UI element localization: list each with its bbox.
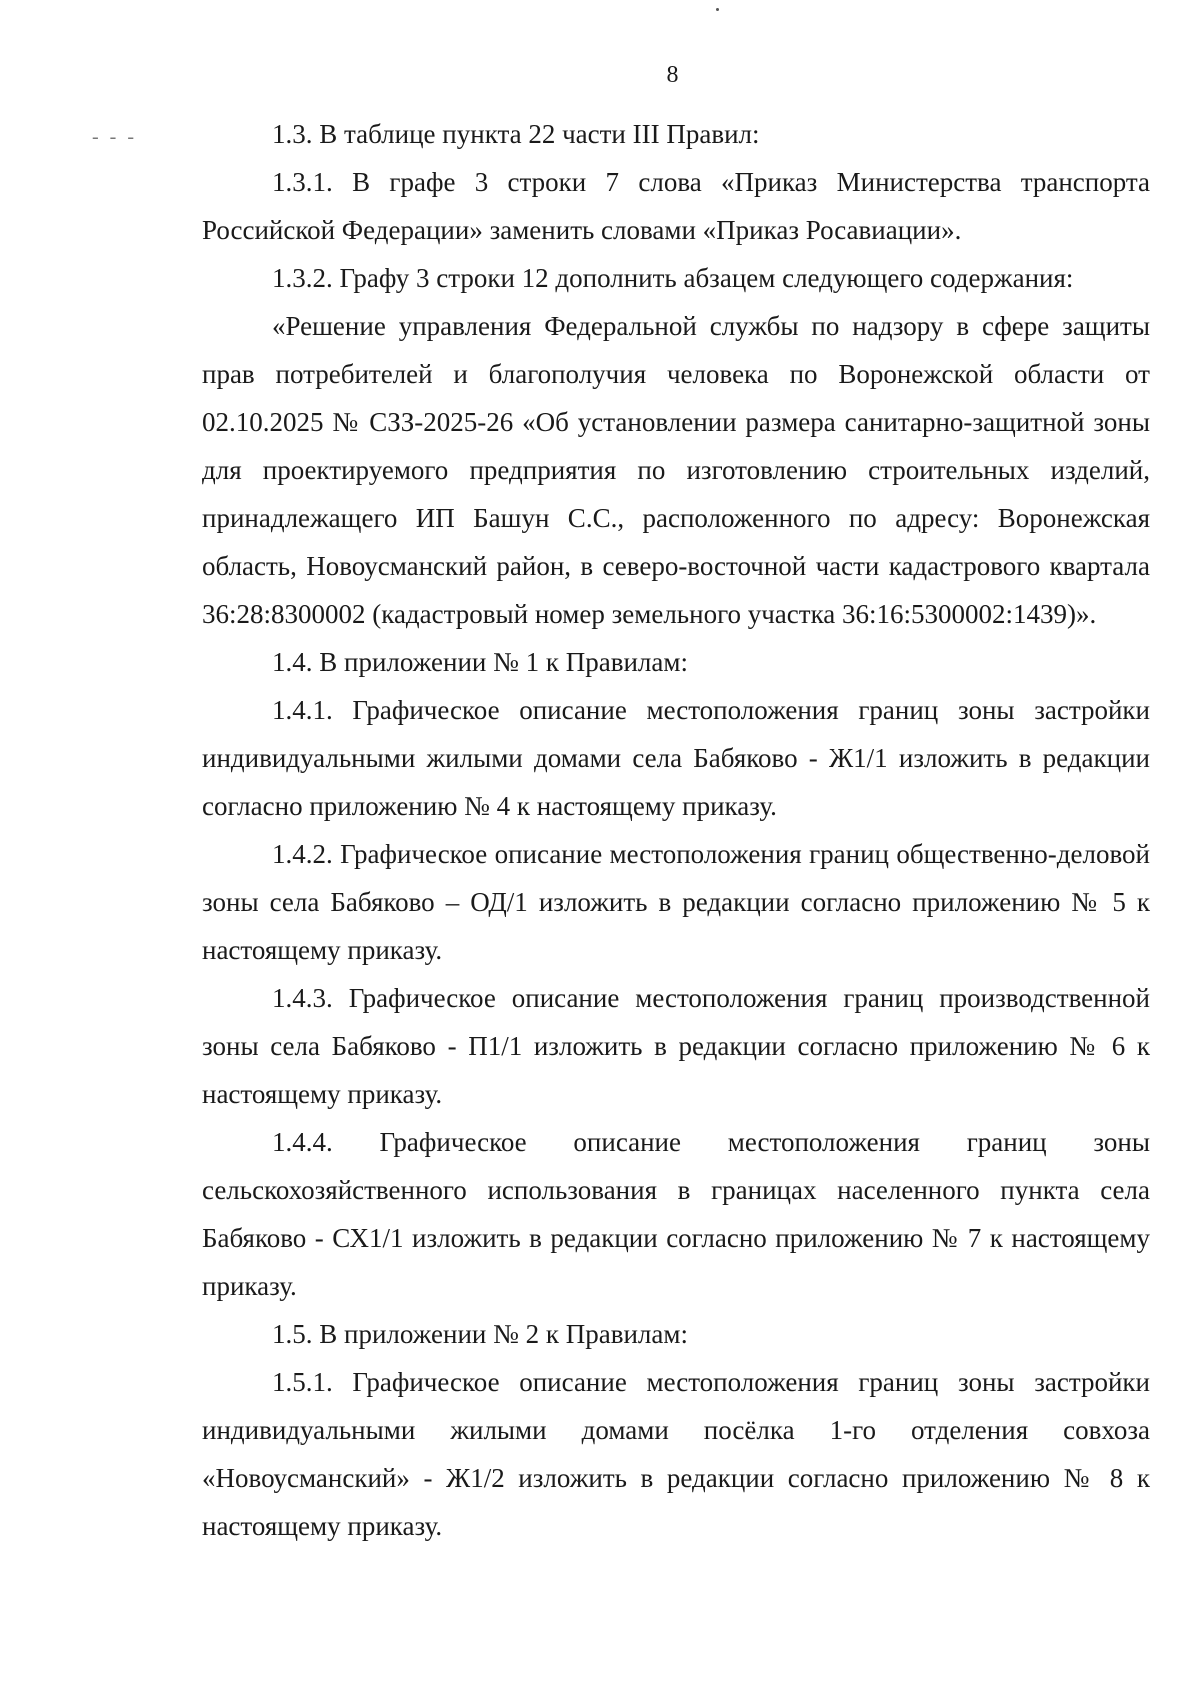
paragraph-1-5-1: 1.5.1. Графическое описание местоположения границ зоны застройки индивидуальными жилыми домами посёлка 1-го отделения совхоза «Новоусманский» - Ж1/2 изложить в редакции согласно приложению № 8 к настоящему приказу. <box>202 1367 1150 1541</box>
paragraph-1-4-1: 1.4.1. Графическое описание местоположения границ зоны застройки индивидуальными жилыми домами села Бабяково - Ж1/1 изложить в редакции согласно приложению № 4 к настоящему приказу. <box>202 695 1150 821</box>
page-number: 8 <box>666 62 679 88</box>
document-body <box>202 110 1150 1550</box>
quoted-decision: «Решение управления Федеральной службы по надзору в сфере защиты прав потребителей и благополучия человека по Воронежской области от 02.10.2025 № СЗЗ-2025-26 «Об установлении размера санитарно-защитной зоны для проектируемого предприятия по изготовлению строительных изделий, принадлежащего ИП Башун С.С., расположенного по адресу: Воронежская область, Новоусманский район, в северо-восточной части кадастрового квартала 36:28:8300002 (кадастровый номер земельного участка 36:16:5300002:1439)». <box>202 311 1150 629</box>
paragraph-1-3: 1.3. В таблице пункта 22 части III Правил: <box>272 119 760 149</box>
paragraph-1-4: 1.4. В приложении № 1 к Правилам: <box>272 647 688 677</box>
scan-speck <box>716 8 719 11</box>
paragraph-1-4-3: 1.4.3. Графическое описание местоположения границ производственной зоны села Бабяково - П1/1 изложить в редакции согласно приложению № 6 к настоящему приказу. <box>202 983 1150 1109</box>
paragraph-1-4-4: 1.4.4. Графическое описание местоположения границ зоны сельскохозяйственного использования в границах населенного пункта села Бабяково - СХ1/1 изложить в редакции согласно приложению № 7 к настоящему приказу. <box>202 1127 1150 1301</box>
paragraph-1-3-2: 1.3.2. Графу 3 строки 12 дополнить абзацем следующего содержания: <box>272 263 1074 293</box>
paragraph-1-3-1: 1.3.1. В графе 3 строки 7 слова «Приказ Министерства транспорта Российской Федерации» заменить словами «Приказ Росавиации». <box>202 167 1150 245</box>
scan-mark: - - - <box>92 126 137 148</box>
paragraph-1-5: 1.5. В приложении № 2 к Правилам: <box>272 1319 688 1349</box>
paragraph-1-4-2: 1.4.2. Графическое описание местоположения границ общественно-деловой зоны села Бабяково – ОД/1 изложить в редакции согласно приложению № 5 к настоящему приказу. <box>202 839 1150 965</box>
